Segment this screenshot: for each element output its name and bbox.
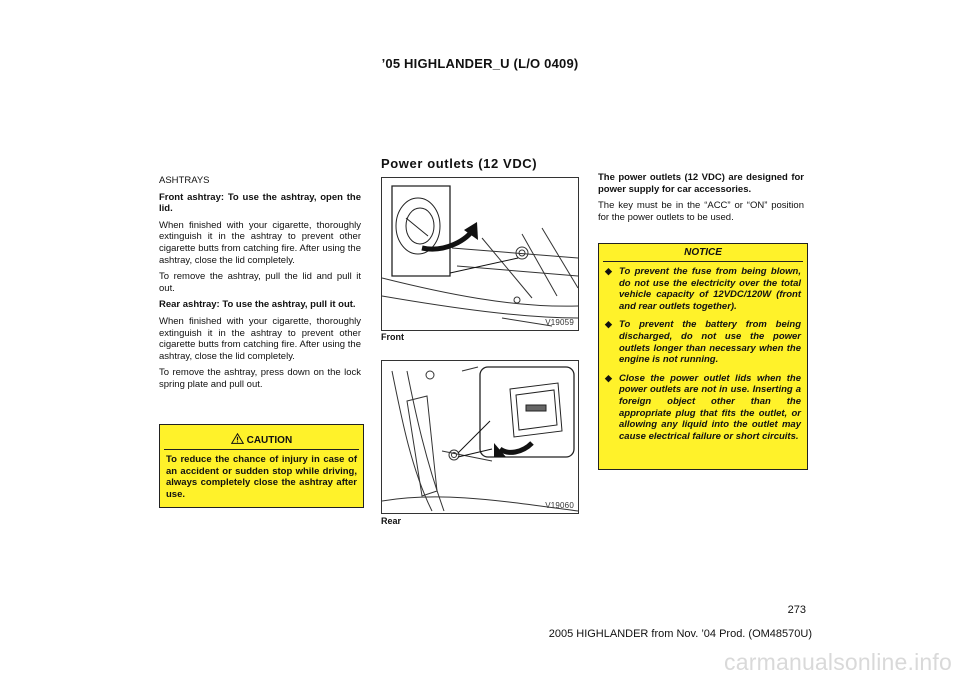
notice-item-text: To prevent the fuse from being blown, do not use the electricity over the total vehicle capacity of 12VDC/120W (front and rear outlets together). — [619, 266, 801, 312]
ashtrays-heading: ASHTRAYS — [159, 175, 210, 186]
rear-ashtray-paragraph-2: To remove the ashtray, press down on the lock spring plate and pull out. — [159, 367, 361, 390]
power-outlets-key-note: The key must be in the “ACC” or “ON” position for the power outlets to be used. — [598, 200, 804, 223]
notice-list — [605, 266, 801, 449]
notice-item — [605, 266, 801, 312]
caution-header — [160, 433, 363, 446]
rear-figure-code: V19060 — [545, 501, 574, 510]
notice-divider — [603, 261, 803, 262]
rear-power-outlet-figure — [381, 360, 579, 514]
warning-triangle-icon — [231, 435, 247, 446]
front-ashtray-paragraph-2: To remove the ashtray, pull the lid and pull it out. — [159, 271, 361, 294]
diamond-bullet-icon: ◆ — [605, 266, 612, 276]
power-outlets-intro: The power outlets (12 VDC) are designed for power supply for car accessories. — [598, 172, 804, 195]
ashtrays-column — [159, 175, 361, 396]
section-title: Power outlets (12 VDC) — [381, 156, 538, 171]
watermark: carmanualsonline.info — [724, 649, 952, 675]
front-ashtray-title: Front ashtray: To use the ashtray, open the lid. — [159, 191, 361, 215]
front-figure-code: V19059 — [545, 318, 574, 327]
page-number: 273 — [787, 604, 806, 616]
front-power-outlet-figure — [381, 177, 579, 331]
diamond-bullet-icon: ◆ — [605, 372, 612, 383]
caution-divider — [164, 449, 359, 450]
front-outlet-illustration — [382, 178, 578, 330]
front-ashtray-paragraph-1: When finished with your cigarette, thoroughly extinguish it in the ashtray to prevent other cigarette butts from catching fire. After using the ashtray, close the lid completely. — [159, 219, 361, 266]
notice-box — [598, 243, 808, 470]
rear-ashtray-paragraph-1: When finished with your cigarette, thoroughly extinguish it in the ashtray to prevent other cigarette butts from catching fire. After using the ashtray, close the lid completely. — [159, 315, 361, 362]
caution-label: CAUTION — [246, 435, 293, 446]
rear-ashtray-title: Rear ashtray: To use the ashtray, pull it out. — [159, 299, 356, 311]
rear-outlet-illustration — [382, 361, 578, 513]
diamond-bullet-icon: ◆ — [605, 319, 612, 330]
notice-item — [605, 373, 801, 443]
notice-label: NOTICE — [684, 247, 722, 258]
notice-item — [605, 319, 801, 365]
caution-box — [159, 424, 364, 508]
front-figure-caption: Front — [381, 332, 404, 342]
notice-item-text: Close the power outlet lids when the power outlets are not in use. Inserting a foreign object other than the appropriate plug that fits the outlet, or allowing any liquid into the outlet may cause electrical failure or short circuits. — [619, 372, 801, 442]
caution-text: To reduce the chance of injury in case of an accident or sudden stop while driving, always completely close the ashtray after use. — [166, 454, 357, 500]
rear-figure-caption: Rear — [381, 516, 402, 526]
footer-reference: 2005 HIGHLANDER from Nov. ’04 Prod. (OM48570U) — [548, 628, 812, 640]
power-outlets-column — [598, 172, 804, 228]
notice-item-text: To prevent the battery from being discharged, do not use the power outlets longer than necessary when the engine is not running. — [619, 319, 801, 366]
header-title: ’05 HIGHLANDER_U (L/O 0409) — [381, 56, 579, 71]
